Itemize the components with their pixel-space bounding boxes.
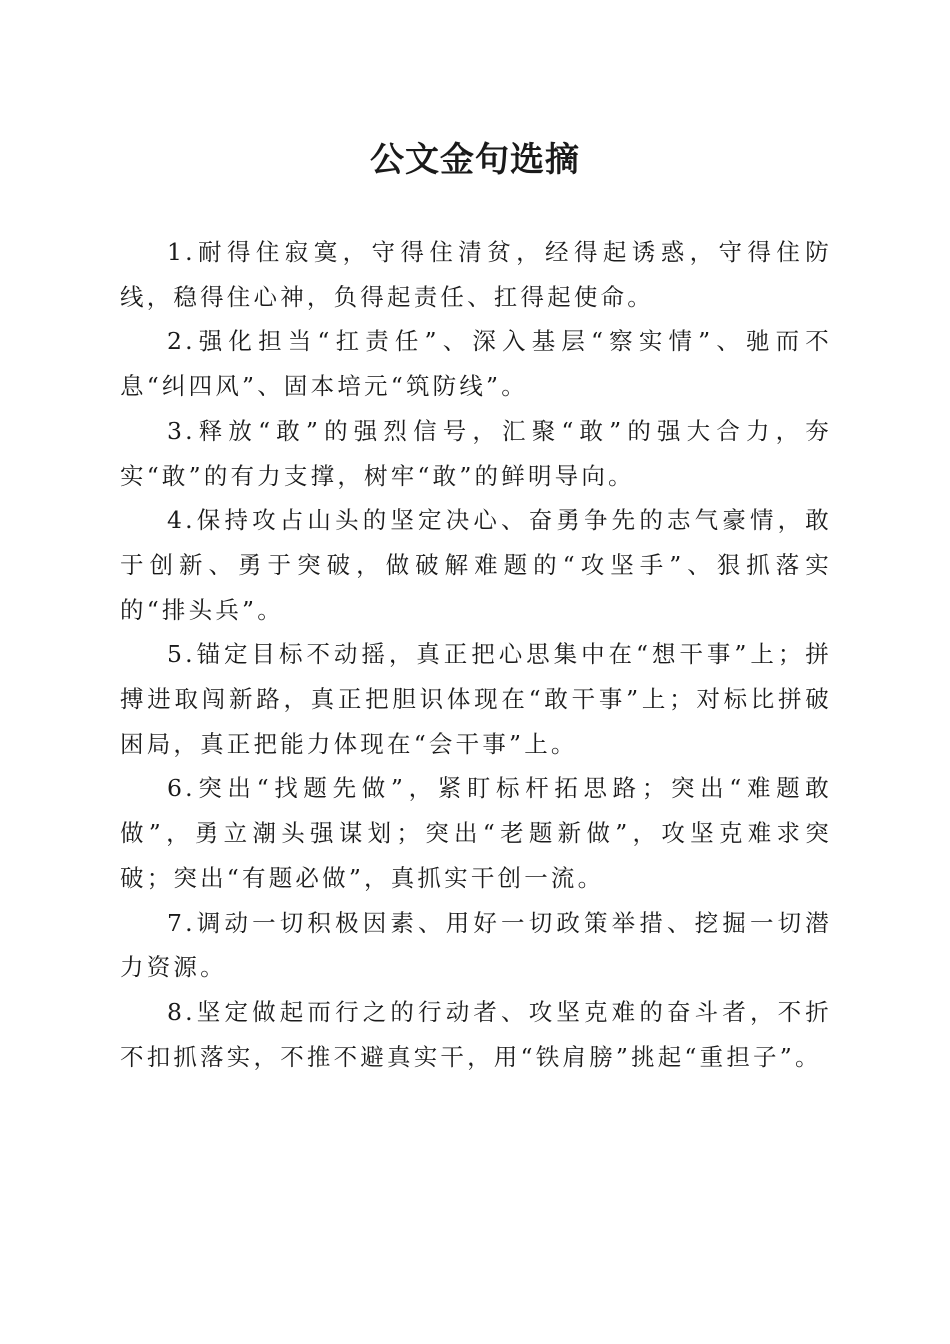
- quote-paragraph-6: 6.突出“找题先做”，紧盯标杆拓思路；突出“难题敢做”，勇立潮头强谋划；突出“老题新做”，攻坚克难求突破；突出“有题必做”，真抓实干创一流。: [120, 774, 832, 892]
- quote-paragraph-4: 4.保持攻占山头的坚定决心、奋勇争先的志气豪情，敢于创新、勇于突破，做破解难题的“攻坚手”、狠抓落实的“排头兵”。: [120, 506, 832, 624]
- quote-paragraph-1: 1.耐得住寂寞，守得住清贫，经得起诱惑，守得住防线，稳得住心神，负得起责任、扛得起使命。: [120, 238, 832, 311]
- document-title: 公文金句选摘: [370, 140, 580, 180]
- document-body: [120, 230, 832, 1079]
- quote-paragraph-8: 8.坚定做起而行之的行动者、攻坚克难的奋斗者，不折不扣抓落实，不推不避真实干，用“铁肩膀”挑起“重担子”。: [120, 997, 832, 1071]
- quote-paragraph-2: 2.强化担当“扛责任”、深入基层“察实情”、驰而不息“纠四风”、固本培元“筑防线”。: [120, 327, 832, 401]
- quote-paragraph-3: 3.释放“敢”的强烈信号，汇聚“敢”的强大合力，夯实“敢”的有力支撑，树牢“敢”的鲜明导向。: [120, 416, 832, 490]
- quote-paragraph-5: 5.锚定目标不动摇，真正把心思集中在“想干事”上；拼搏进取闯新路，真正把胆识体现在“敢干事”上；对标比拼破困局，真正把能力体现在“会干事”上。: [120, 640, 832, 758]
- quote-paragraph-7: 7.调动一切积极因素、用好一切政策举措、挖掘一切潜力资源。: [120, 908, 832, 982]
